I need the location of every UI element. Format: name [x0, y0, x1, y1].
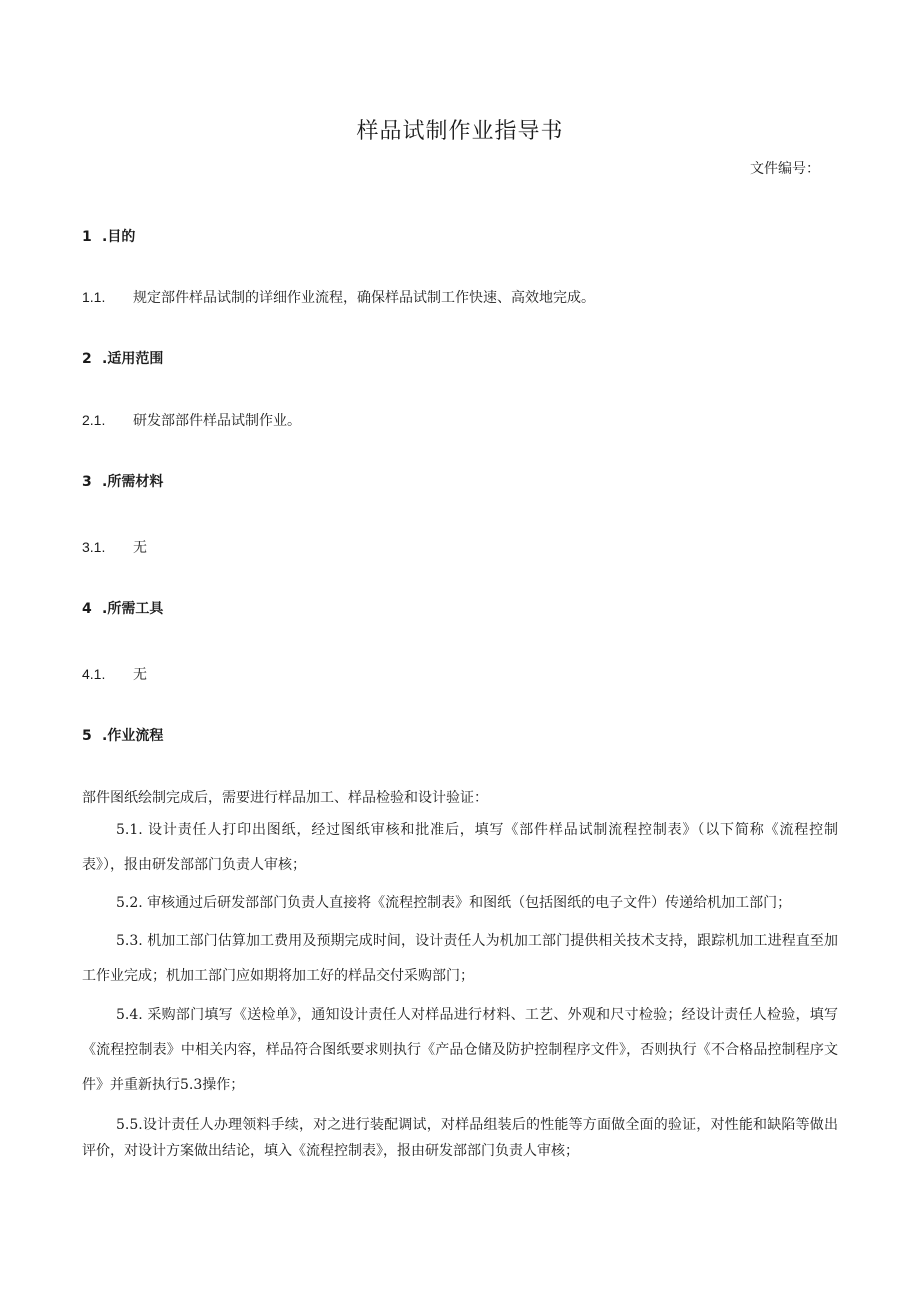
section-number: 3	[82, 474, 92, 490]
process-step-5-1: 5.1. 设计责任人打印出图纸，经过图纸审核和批准后，填写《部件样品试制流程控制表》（以下简称《流程控制表》），报由研发部部门负责人审核；	[82, 822, 838, 873]
section-number: 2	[82, 351, 92, 367]
item-number: 1.1.	[82, 289, 106, 305]
process-intro: 部件图纸绘制完成后，需要进行样品加工、样品检验和设计验证：	[82, 790, 488, 806]
section-item-3-1	[82, 537, 147, 557]
section-item-4-1	[82, 664, 147, 684]
section-title: .所需工具	[102, 601, 164, 617]
document-number-label: 文件编号：	[750, 161, 820, 177]
section-title: .目的	[102, 229, 136, 245]
document-title: 样品试制作业指导书	[356, 119, 564, 144]
section-heading-5	[82, 725, 163, 745]
section-heading-4	[82, 598, 163, 618]
section-title: .作业流程	[102, 728, 164, 744]
section-number: 5	[82, 728, 92, 744]
item-text: 无	[133, 540, 147, 556]
section-number: 1	[82, 229, 92, 245]
item-text: 研发部部件样品试制作业。	[133, 413, 301, 429]
section-number: 4	[82, 601, 92, 617]
item-number: 3.1.	[82, 539, 106, 555]
item-text: 无	[133, 667, 147, 683]
item-text: 规定部件样品试制的详细作业流程，确保样品试制工作快速、高效地完成。	[133, 290, 595, 306]
item-number: 2.1.	[82, 412, 106, 428]
process-step-5-4: 5.4. 采购部门填写《送检单》，通知设计责任人对样品进行材料、工艺、外观和尺寸检验；经设计责任人检验，填写《流程控制表》中相关内容，样品符合图纸要求则执行《产品仓储及防护控制程序文件》，否则执行《不合格品控制程序文件》并重新执行5.3操作；	[82, 1007, 838, 1093]
process-step-5-5: 5.5.设计责任人办理领料手续，对之进行装配调试，对样品组装后的性能等方面做全面的验证，对性能和缺陷等做出评价，对设计方案做出结论，填入《流程控制表》，报由研发部部门负责人审核；	[82, 1117, 838, 1159]
process-step-5-2: 5.2. 审核通过后研发部部门负责人直接将《流程控制表》和图纸（包括图纸的电子文件）传递给机加工部门；	[116, 895, 792, 911]
section-heading-2	[82, 348, 163, 368]
section-item-2-1	[82, 410, 301, 430]
section-heading-3	[82, 471, 163, 491]
section-title: .适用范围	[102, 351, 164, 367]
section-item-1-1	[82, 287, 595, 307]
item-number: 4.1.	[82, 666, 106, 682]
section-heading-1	[82, 226, 135, 246]
process-step-5-3: 5.3. 机加工部门估算加工费用及预期完成时间，设计责任人为机加工部门提供相关技术支持，跟踪机加工进程直至加工作业完成；机加工部门应如期将加工好的样品交付采购部门；	[82, 933, 838, 984]
section-title: .所需材料	[102, 474, 164, 490]
